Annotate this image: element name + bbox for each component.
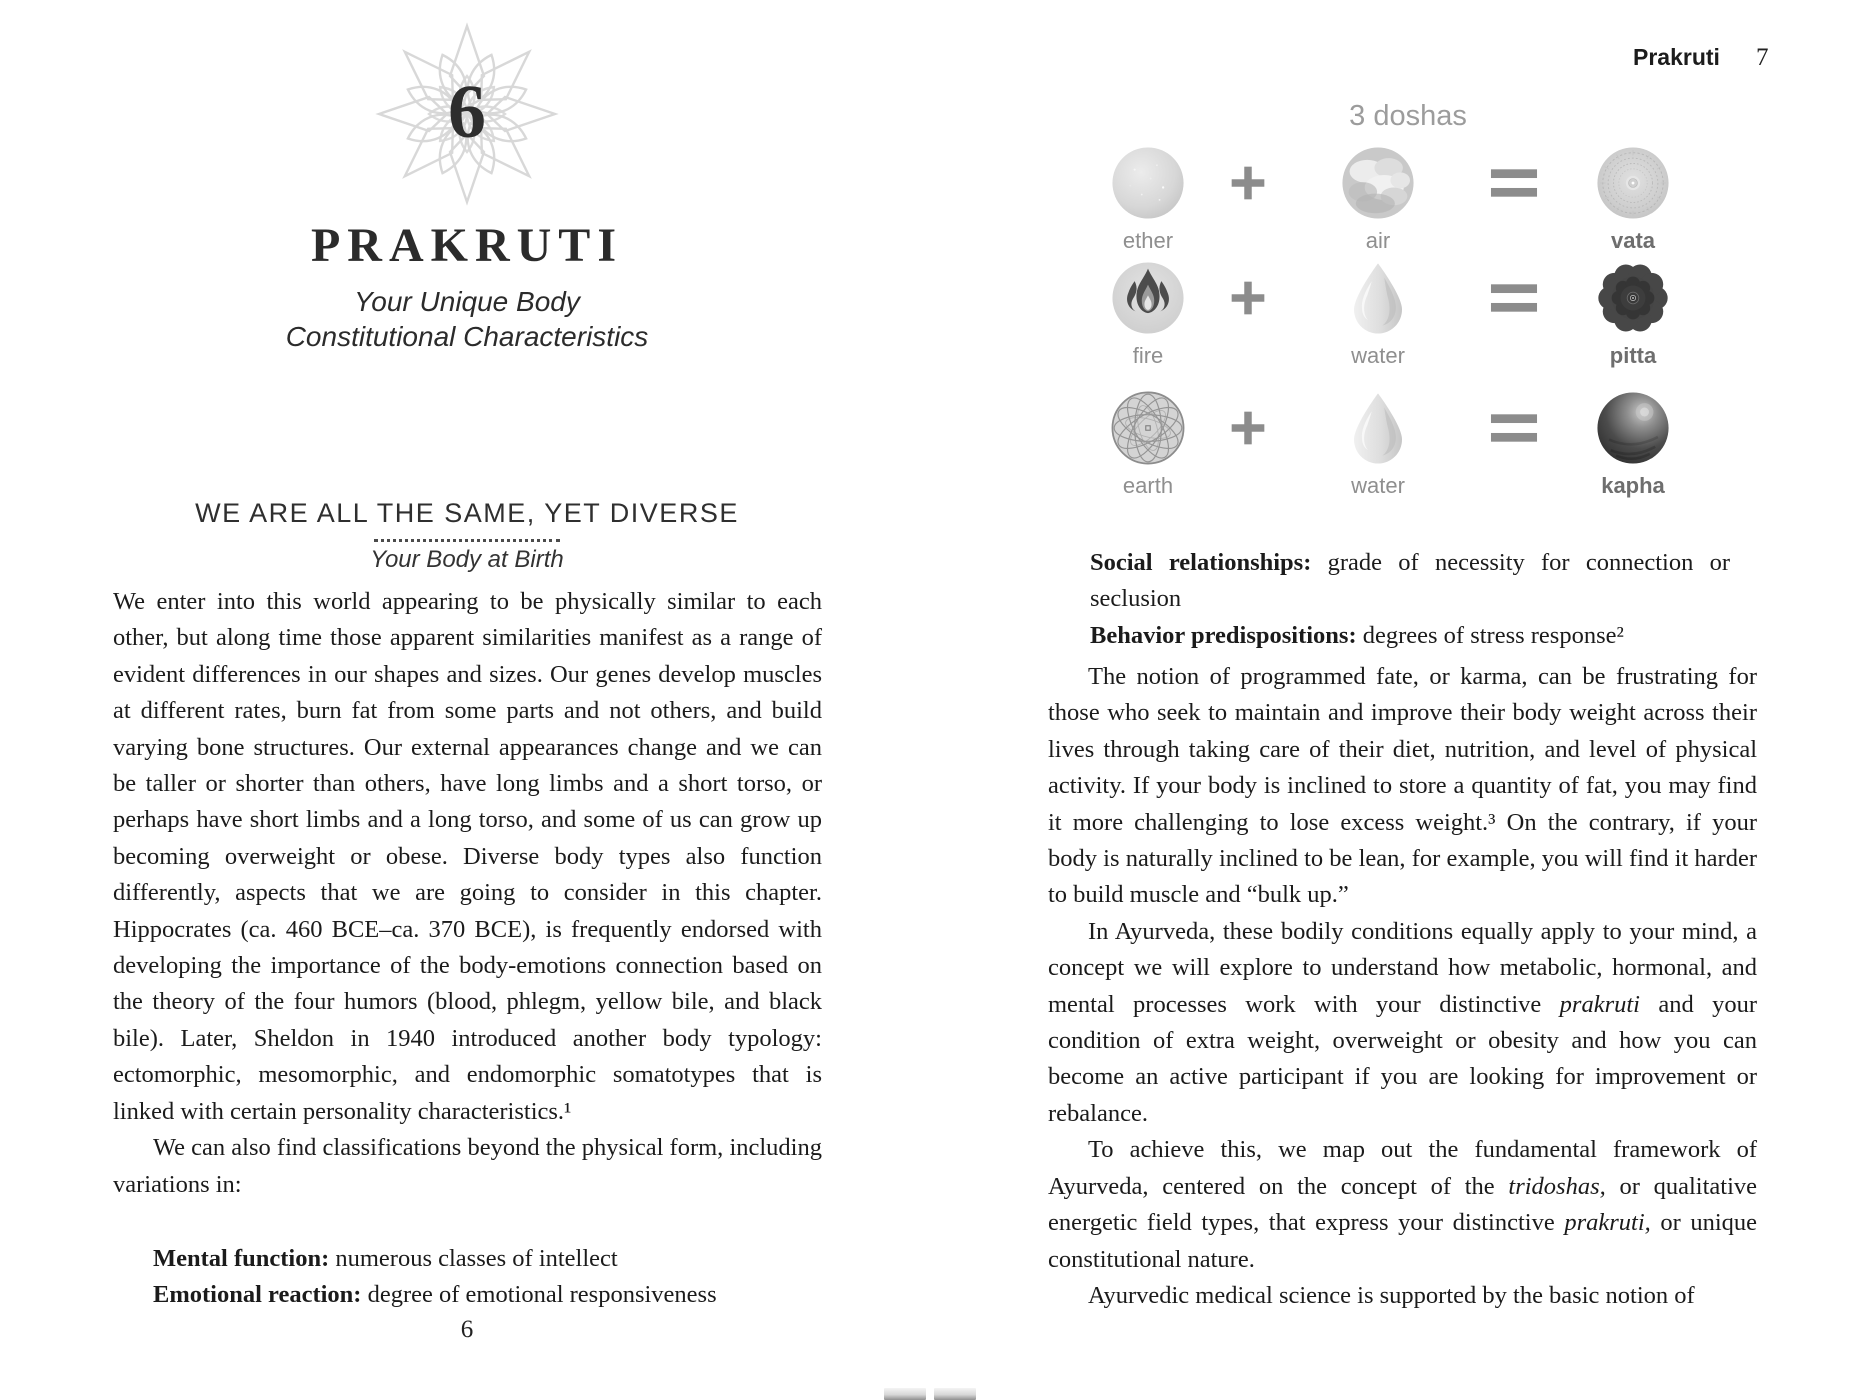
definition-line — [153, 1277, 822, 1313]
element-label: water — [1351, 343, 1405, 368]
element-label: fire — [1132, 343, 1164, 368]
element-cell — [1093, 140, 1203, 254]
left-definition-list — [113, 1241, 822, 1314]
dosha-row-vata — [933, 140, 1866, 262]
definition-line — [1090, 618, 1730, 654]
text-segment: or qualitative energetic field types, that express your distinctive — [1048, 1172, 1757, 1237]
dosha-row-kapha — [933, 385, 1866, 507]
paragraph — [1048, 659, 1757, 914]
text-segment: To achieve this, we map out the fundamental framework of Ayurveda, centered on the concept of the — [1048, 1136, 1757, 1200]
dosha-label: kapha — [1601, 473, 1665, 498]
element-label: ether — [1122, 228, 1174, 253]
equals-icon — [1459, 385, 1569, 471]
dosha-label: vata — [1610, 228, 1656, 253]
text-segment: or unique constitutional nature. — [1048, 1209, 1757, 1273]
text-segment: We enter into this world appearing to be physically similar to each other, but along time those apparent similarities manifest as a range of evident differences in our shapes and sizes. Our genes develop muscles at different rates, burn fat from some parts and not others, and build varying bone structures. Our external appearances change and we can be taller or shorter than others, have long limbs and a short torso, or perhaps have short limbs and a long torso, and some of us can grow up becoming overweight or obese. Diverse body types also function differently, aspects that we are going to consider in this chapter. Hippocrates (ca. 460 BCE–ca. 370 BCE), is frequently endorsed with developing the importance of the body-emotions connection based on the theory of the four humors (blood, phlegm, yellow bile, and black bile). Later, Sheldon in 1940 introduced another body typology: ectomorphic, mesomorphic, and endomorphic somatotypes that is linked with certain personality characteristics.¹ — [113, 588, 822, 1125]
right-page — [933, 0, 1866, 1400]
dosha-cell — [1578, 385, 1688, 499]
plus-icon — [1193, 255, 1303, 341]
plus-icon — [1193, 140, 1303, 226]
operator-cell — [1193, 140, 1303, 228]
text-segment: prakruti — [1559, 990, 1640, 1018]
operator-cell — [1459, 385, 1569, 473]
chapter-subtitle-line1: Your Unique Body — [354, 286, 580, 317]
tridosha-diagram — [933, 0, 1866, 520]
lotus-ornament — [367, 14, 567, 214]
right-definition-list — [1090, 545, 1730, 654]
text-segment: degrees of stress response² — [1362, 621, 1624, 649]
text-segment: Social relationships: — [1090, 549, 1328, 576]
section-subtitle: Your Body at Birth — [370, 546, 564, 573]
text-segment: Mental function: — [153, 1244, 336, 1272]
element-cell — [1093, 255, 1203, 369]
right-body-text — [1048, 659, 1757, 1314]
paragraph — [113, 584, 822, 1130]
equals-icon — [1459, 255, 1569, 341]
text-segment: Ayurvedic medical science is supported by the basic notion of — [1088, 1281, 1695, 1309]
text-segment: numerous classes of intellect — [335, 1244, 618, 1272]
operator-cell — [1193, 255, 1303, 343]
paragraph — [113, 1130, 822, 1203]
element-cell — [1323, 385, 1433, 499]
element-cell — [1093, 385, 1203, 499]
right-page-number: 7 — [1755, 44, 1769, 71]
dosha-cell — [1578, 140, 1688, 254]
earth-icon — [1093, 385, 1203, 471]
element-cell — [1323, 255, 1433, 369]
operator-cell — [1193, 385, 1303, 473]
dosha-cell — [1578, 255, 1688, 369]
equals-icon — [1459, 140, 1569, 226]
chapter-title: PRAKRUTI — [310, 219, 623, 272]
text-segment: In Ayurveda, these bodily conditions equally apply to your mind, a concept we will explore to understand how metabolic, hormonal, and mental processes work with your distinctive — [1048, 917, 1757, 1018]
operator-cell — [1459, 140, 1569, 228]
running-head-title: Prakruti — [1633, 44, 1720, 70]
paragraph — [1048, 914, 1757, 1132]
text-segment: The notion of programmed fate, or karma, can be frustrating for those who seek to maintain and improve their body weight across their lives through taking care of their diet, nutrition, and level of physical activity. If your body is inclined to store a quantity of fat, you may find it more challenging to lose excess weight.³ On the contrary, if your body is naturally inclined to be lean, for example, you will find it harder to build muscle and “bulk up.” — [1048, 663, 1757, 909]
element-label: earth — [1122, 473, 1174, 498]
element-label: air — [1365, 228, 1391, 253]
definition-line — [153, 1241, 822, 1277]
definition-line — [1090, 545, 1730, 618]
chapter-opener — [105, 14, 829, 354]
ether-icon — [1093, 140, 1203, 226]
fire-icon — [1093, 255, 1203, 341]
page-thumbnail-button[interactable] — [884, 1388, 926, 1400]
left-page-number: 6 — [460, 1316, 474, 1343]
kapha-icon — [1578, 385, 1688, 471]
text-segment: degree of emotional responsiveness — [367, 1281, 717, 1309]
water-icon — [1323, 385, 1433, 471]
chapter-subtitle-line2: Constitutional Characteristics — [285, 321, 649, 352]
dosha-row-pitta — [933, 255, 1866, 377]
air-icon — [1323, 140, 1433, 226]
text-segment: prakruti, — [1564, 1209, 1651, 1237]
text-segment: grade of necessity for connection or seclusion — [1090, 549, 1730, 613]
pitta-icon — [1578, 255, 1688, 341]
paragraph — [1048, 1278, 1757, 1314]
element-cell — [1323, 140, 1433, 254]
section-heading-block — [105, 498, 829, 574]
section-title: WE ARE ALL THE SAME, YET DIVERSE — [195, 498, 739, 528]
text-segment: Emotional reaction: — [153, 1281, 368, 1309]
diagram-title: 3 doshas — [1349, 100, 1467, 132]
text-segment: tridoshas, — [1508, 1172, 1606, 1200]
dosha-label: pitta — [1609, 343, 1657, 368]
paragraph — [1048, 1132, 1757, 1278]
vata-icon — [1578, 140, 1688, 226]
water-icon — [1323, 255, 1433, 341]
left-body-text — [113, 584, 822, 1314]
left-paragraphs — [113, 584, 822, 1203]
dotted-divider — [374, 539, 560, 542]
page-thumbnail-button[interactable] — [934, 1388, 976, 1400]
right-paragraphs — [1048, 659, 1757, 1314]
element-label: water — [1351, 473, 1405, 498]
text-segment: and your condition of extra weight, overweight or obesity and how you can become an active participant if you are looking for improvement or rebalance. — [1048, 990, 1757, 1127]
operator-cell — [1459, 255, 1569, 343]
chapter-number: 6 — [448, 70, 486, 154]
reader-controls — [884, 1388, 976, 1400]
chapter-subtitle — [105, 284, 829, 354]
text-segment: Behavior predispositions: — [1090, 621, 1363, 649]
plus-icon — [1193, 385, 1303, 471]
text-segment: We can also find classifications beyond the physical form, including variations in: — [113, 1134, 822, 1198]
